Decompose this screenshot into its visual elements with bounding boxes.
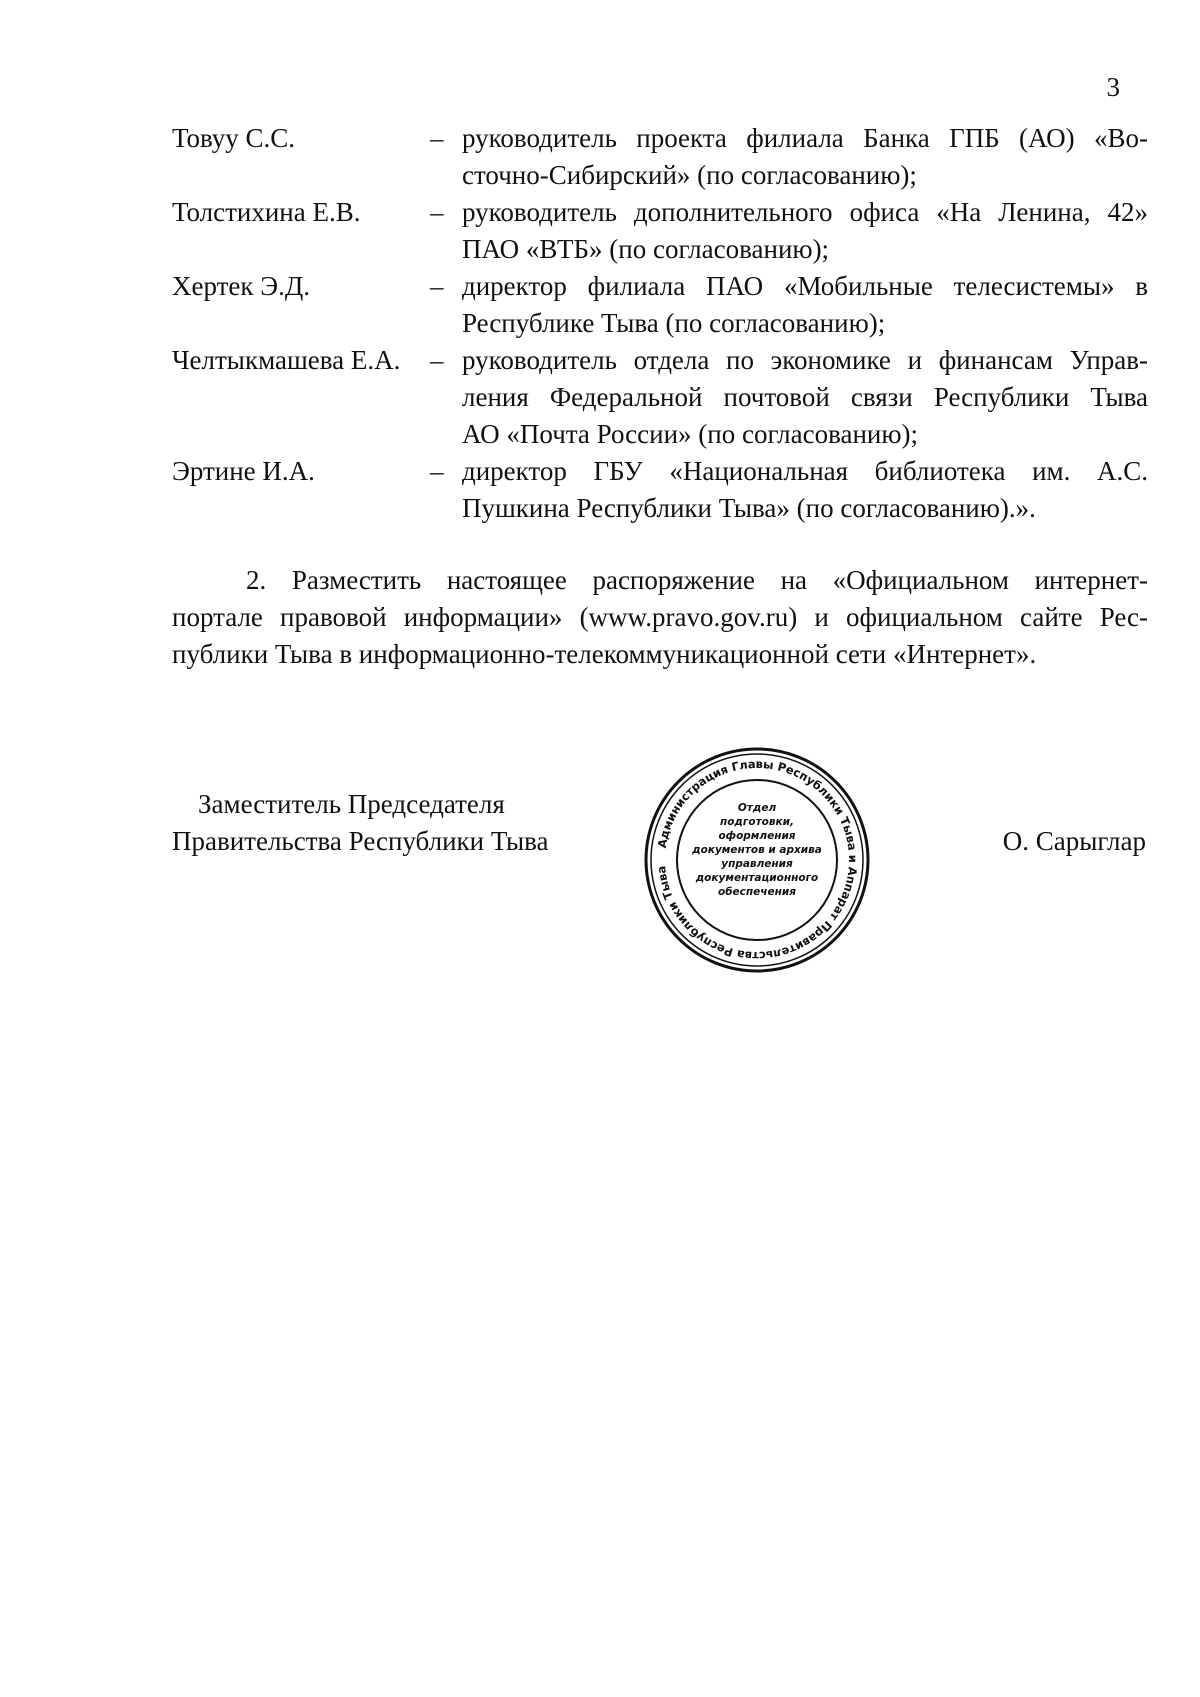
seal-center-line: документационного: [695, 872, 819, 884]
member-row: [172, 194, 1148, 268]
member-dash: –: [430, 197, 444, 227]
role-line: руководитель отдела по экономике и финансам Управ-: [462, 345, 1148, 375]
member-name: Хертек Э.Д.: [172, 271, 311, 301]
member-role: [462, 453, 1148, 527]
seal-center-line: оформления: [718, 830, 796, 842]
member-role: [462, 120, 1148, 194]
member-row: [172, 342, 1148, 453]
seal-center-line: обеспечения: [718, 886, 796, 898]
role-line: руководитель проекта филиала Банка ГПБ (АО) «Во-: [462, 123, 1148, 153]
seal-center-line: Отдел: [737, 802, 777, 814]
role-line: руководитель дополнительного офиса «На Ленина, 42»: [462, 197, 1148, 227]
role-line: Республике Тыва (по согласованию);: [462, 308, 886, 338]
signatory-name: О. Сарыглар: [1002, 826, 1146, 856]
position-line: Заместитель Председателя: [198, 789, 505, 819]
role-line: директор филиала ПАО «Мобильные телесистемы» в: [462, 271, 1148, 301]
member-name: Толстихина Е.В.: [172, 197, 361, 227]
role-line: сточно-Сибирский» (по согласованию);: [462, 160, 917, 190]
role-line: ПАО «ВТБ» (по согласованию);: [462, 234, 830, 264]
member-role: [462, 268, 1148, 342]
member-role: [462, 342, 1148, 453]
member-name: Эртине И.А.: [172, 456, 315, 486]
seal-center-line: управления: [721, 858, 793, 870]
member-row: [172, 453, 1148, 527]
member-dash: –: [430, 345, 444, 375]
member-dash: –: [430, 271, 444, 301]
paragraph-2: [172, 562, 1148, 673]
role-line: директор ГБУ «Национальная библиотека им. А.С.: [462, 456, 1148, 486]
paragraph-line: 2. Разместить настоящее распоряжение на «Официальном интернет-: [246, 565, 1148, 595]
role-line: ления Федеральной почтовой связи Республики Тыва: [462, 382, 1148, 412]
signatory-position: [172, 786, 549, 860]
member-row: [172, 120, 1148, 194]
member-row: [172, 268, 1148, 342]
paragraph-line: портале правовой информации» (www.pravo.gov.ru) и официальном сайте Рес-: [172, 602, 1148, 632]
position-line: Правительства Республики Тыва: [172, 826, 549, 856]
member-role: [462, 194, 1148, 268]
seal-center-line: документов и архива: [692, 844, 822, 856]
page-number: 3: [1106, 72, 1120, 102]
role-line: Пушкина Республики Тыва» (по согласованию).».: [462, 493, 1036, 523]
member-list: [172, 120, 1148, 527]
official-seal: [642, 745, 872, 975]
seal-center-line: подготовки,: [719, 816, 795, 828]
paragraph-line: публики Тыва в информационно-телекоммуникационной сети «Интернет».: [172, 639, 1037, 669]
role-line: АО «Почта России» (по согласованию);: [462, 419, 919, 449]
member-dash: –: [430, 123, 444, 153]
member-dash: –: [430, 456, 444, 486]
seal-ring-text: Администрация Главы Республики Тыва и Аппарат Правительства Республики Тыва: [654, 756, 861, 964]
member-name: Челтыкмашева Е.А.: [172, 345, 401, 375]
member-name: Товуу С.С.: [172, 123, 296, 153]
